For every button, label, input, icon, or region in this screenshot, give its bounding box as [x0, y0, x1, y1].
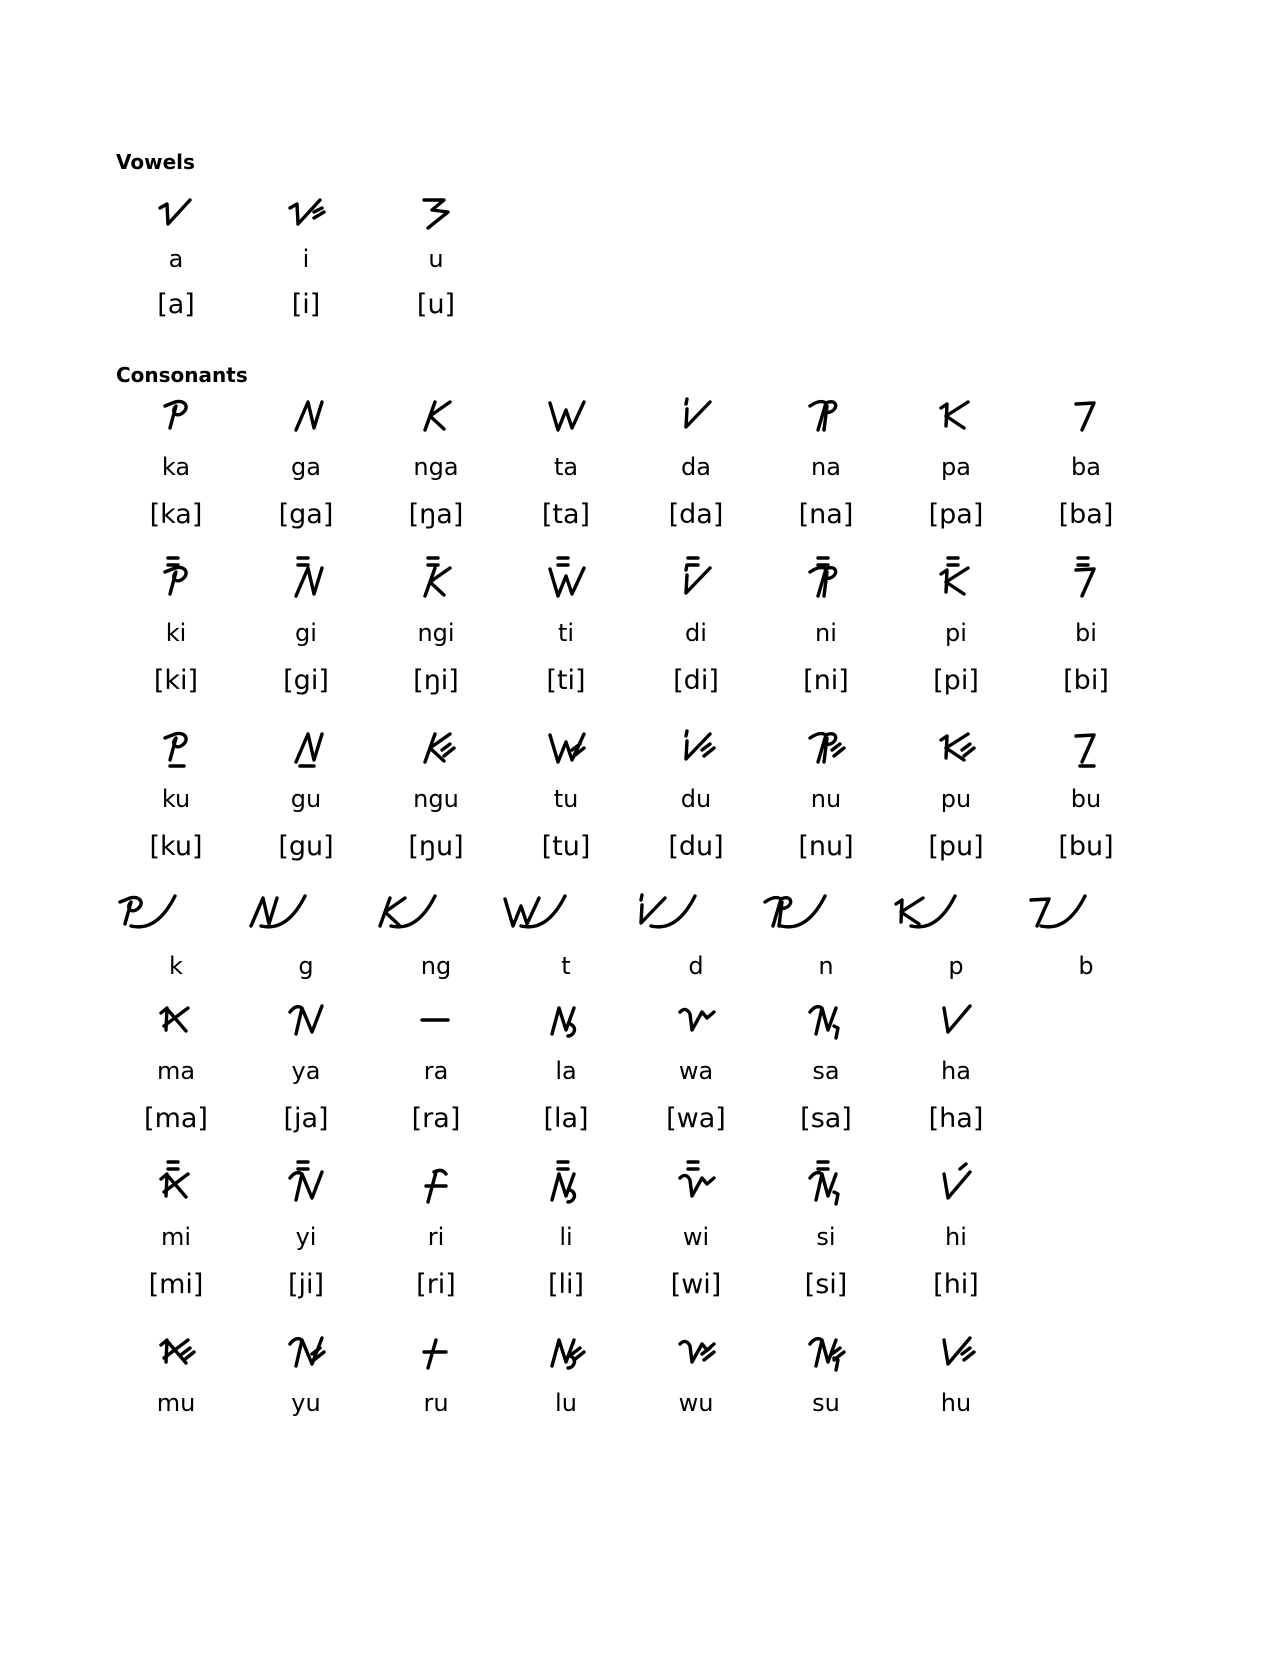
- ipa-label: [di]: [673, 665, 719, 696]
- ipa-label: [sa]: [800, 1103, 852, 1134]
- script-glyph: [1031, 556, 1141, 608]
- ipa-label: [ja]: [283, 1103, 329, 1134]
- romanization-label: bu: [1070, 785, 1102, 813]
- ipa-label: [hi]: [933, 1269, 979, 1300]
- glyph-a: [152, 188, 200, 232]
- ipa-label: [wa]: [666, 1103, 726, 1134]
- glyph-wu: [672, 1326, 720, 1370]
- glyph-li: [542, 1160, 590, 1204]
- romanization-label: t: [561, 952, 571, 980]
- glyph-si: [802, 1160, 850, 1204]
- script-glyph: [901, 556, 1011, 608]
- glyph-ngu: [412, 722, 460, 766]
- romanization-label: ka: [161, 453, 191, 481]
- script-glyph: [251, 994, 361, 1046]
- ipa-label: [du]: [668, 831, 724, 862]
- romanization-label: si: [816, 1223, 836, 1251]
- ipa-label: [ki]: [153, 665, 199, 696]
- glyph-mu: [152, 1326, 200, 1370]
- ipa-label: [na]: [798, 499, 854, 530]
- romanization-label: ngi: [417, 619, 455, 647]
- glyph-gi: [282, 556, 330, 600]
- glyph-ki: [152, 556, 200, 600]
- script-glyph: [251, 556, 361, 608]
- script-glyph: [1031, 888, 1141, 940]
- romanization-label: hu: [940, 1389, 972, 1417]
- script-glyph: [641, 390, 751, 442]
- romanization-label: ri: [427, 1223, 445, 1251]
- glyph-g: [236, 888, 316, 932]
- glyph-su: [802, 1326, 850, 1370]
- glyph-d: [626, 888, 706, 932]
- romanization-label: li: [559, 1223, 573, 1251]
- romanization-label: wu: [678, 1389, 714, 1417]
- romanization-label: bi: [1075, 619, 1097, 647]
- glyph-nu: [802, 722, 850, 766]
- ipa-label: [pu]: [928, 831, 984, 862]
- romanization-label: mi: [160, 1223, 192, 1251]
- glyph-pa: [932, 390, 980, 434]
- romanization-label: da: [681, 453, 711, 481]
- script-glyph: [771, 722, 881, 774]
- romanization-label: di: [685, 619, 707, 647]
- glyph-bu: [1062, 722, 1110, 766]
- glyph-ya: [282, 994, 330, 1038]
- ipa-label: [bu]: [1058, 831, 1114, 862]
- romanization-label: nu: [810, 785, 842, 813]
- script-glyph: [771, 1326, 881, 1378]
- glyph-ng: [366, 888, 446, 932]
- romanization-label: yu: [291, 1389, 321, 1417]
- glyph-ta: [542, 390, 590, 434]
- glyph-t: [496, 888, 576, 932]
- romanization-label: yi: [295, 1223, 317, 1251]
- glyph-ri: [412, 1160, 460, 1204]
- romanization-label: ha: [941, 1057, 971, 1085]
- script-glyph: [121, 994, 231, 1046]
- romanization-label: pu: [940, 785, 972, 813]
- script-glyph: [641, 994, 751, 1046]
- romanization-label: mu: [156, 1389, 196, 1417]
- ipa-label: [ma]: [144, 1103, 208, 1134]
- script-glyph: [381, 994, 491, 1046]
- glyph-ru: [412, 1326, 460, 1370]
- ipa-label: [tu]: [541, 831, 591, 862]
- script-glyph: [901, 1326, 1011, 1378]
- glyph-p: [886, 888, 966, 932]
- romanization-label: u: [428, 245, 444, 273]
- romanization-label: sa: [812, 1057, 840, 1085]
- ipa-label: [wi]: [670, 1269, 722, 1300]
- script-glyph: [381, 1326, 491, 1378]
- glyph-k: [106, 888, 186, 932]
- romanization-label: pi: [945, 619, 967, 647]
- ipa-label: [ri]: [416, 1269, 456, 1300]
- script-glyph: [641, 1326, 751, 1378]
- romanization-label: k: [169, 952, 183, 980]
- script-glyph: [511, 556, 621, 608]
- ipa-label: [la]: [543, 1103, 589, 1134]
- romanization-label: ra: [423, 1057, 449, 1085]
- glyph-wi: [672, 1160, 720, 1204]
- glyph-na: [802, 390, 850, 434]
- script-glyph: [511, 1326, 621, 1378]
- script-glyph: [1031, 722, 1141, 774]
- glyph-tu: [542, 722, 590, 766]
- romanization-label: i: [302, 245, 310, 273]
- ipa-label: [ku]: [149, 831, 203, 862]
- script-glyph: [381, 188, 491, 240]
- glyph-da: [672, 390, 720, 434]
- script-glyph: [901, 888, 1011, 940]
- script-glyph: [121, 390, 231, 442]
- glyph-pi: [932, 556, 980, 600]
- ipa-label: [gu]: [278, 831, 334, 862]
- script-glyph: [771, 390, 881, 442]
- glyph-yu: [282, 1326, 330, 1370]
- glyph-ma: [152, 994, 200, 1038]
- script-glyph: [771, 556, 881, 608]
- script-glyph: [641, 556, 751, 608]
- romanization-label: wi: [682, 1223, 710, 1251]
- romanization-label: d: [688, 952, 704, 980]
- script-glyph: [121, 888, 231, 940]
- glyph-u: [412, 188, 460, 232]
- ipa-label: [ji]: [287, 1269, 325, 1300]
- ipa-label: [da]: [668, 499, 724, 530]
- script-glyph: [511, 722, 621, 774]
- romanization-label: g: [298, 952, 314, 980]
- glyph-yi: [282, 1160, 330, 1204]
- glyph-ngi: [412, 556, 460, 600]
- romanization-label: wa: [678, 1057, 714, 1085]
- script-glyph: [381, 722, 491, 774]
- romanization-label: lu: [555, 1389, 577, 1417]
- glyph-ti: [542, 556, 590, 600]
- glyph-ga: [282, 390, 330, 434]
- glyph-du: [672, 722, 720, 766]
- script-glyph: [641, 888, 751, 940]
- script-glyph: [511, 1160, 621, 1212]
- romanization-label: b: [1078, 952, 1094, 980]
- script-glyph: [381, 1160, 491, 1212]
- script-glyph: [641, 1160, 751, 1212]
- glyph-hu: [932, 1326, 980, 1370]
- script-glyph: [381, 390, 491, 442]
- romanization-label: du: [680, 785, 712, 813]
- romanization-label: gu: [290, 785, 322, 813]
- romanization-label: ni: [815, 619, 837, 647]
- script-glyph: [121, 188, 231, 240]
- script-glyph: [121, 556, 231, 608]
- glyph-ba: [1062, 390, 1110, 434]
- romanization-label: ki: [165, 619, 187, 647]
- glyph-ku: [152, 722, 200, 766]
- glyph-b: [1016, 888, 1096, 932]
- ipa-label: [ka]: [149, 499, 203, 530]
- glyph-lu: [542, 1326, 590, 1370]
- romanization-label: ng: [420, 952, 452, 980]
- glyph-bi: [1062, 556, 1110, 600]
- ipa-label: [mi]: [148, 1269, 204, 1300]
- romanization-label: n: [818, 952, 834, 980]
- romanization-label: su: [812, 1389, 840, 1417]
- script-glyph: [901, 1160, 1011, 1212]
- romanization-label: ma: [156, 1057, 196, 1085]
- script-glyph: [771, 994, 881, 1046]
- ipa-label: [si]: [804, 1269, 848, 1300]
- glyph-nga: [412, 390, 460, 434]
- script-glyph: [251, 1160, 361, 1212]
- romanization-label: ngu: [413, 785, 459, 813]
- ipa-label: [ni]: [803, 665, 849, 696]
- script-glyph: [771, 1160, 881, 1212]
- romanization-label: ta: [553, 453, 579, 481]
- glyph-i: [282, 188, 330, 232]
- ipa-label: [gi]: [283, 665, 329, 696]
- script-glyph: [511, 888, 621, 940]
- glyph-ra: [412, 994, 460, 1038]
- script-glyph: [251, 722, 361, 774]
- glyph-gu: [282, 722, 330, 766]
- ipa-label: [ha]: [928, 1103, 984, 1134]
- script-glyph: [121, 1160, 231, 1212]
- glyph-wa: [672, 994, 720, 1038]
- ipa-label: [nu]: [798, 831, 854, 862]
- ipa-label: [bi]: [1063, 665, 1109, 696]
- script-glyph: [251, 1326, 361, 1378]
- glyph-ka: [152, 390, 200, 434]
- script-glyph: [511, 390, 621, 442]
- ipa-label: [a]: [157, 289, 195, 320]
- romanization-label: hi: [945, 1223, 967, 1251]
- glyph-mi: [152, 1160, 200, 1204]
- script-glyph: [901, 722, 1011, 774]
- romanization-label: p: [948, 952, 964, 980]
- script-glyph: [641, 722, 751, 774]
- glyph-di: [672, 556, 720, 600]
- ipa-label: [ba]: [1058, 499, 1114, 530]
- ipa-label: [pa]: [928, 499, 984, 530]
- script-glyph: [901, 390, 1011, 442]
- romanization-label: ba: [1071, 453, 1101, 481]
- ipa-label: [ta]: [541, 499, 591, 530]
- ipa-label: [ŋa]: [408, 499, 464, 530]
- glyph-ha: [932, 994, 980, 1038]
- glyph-sa: [802, 994, 850, 1038]
- ipa-label: [u]: [416, 289, 456, 320]
- ipa-label: [ŋi]: [413, 665, 459, 696]
- script-glyph: [511, 994, 621, 1046]
- romanization-label: ku: [161, 785, 191, 813]
- romanization-label: tu: [553, 785, 579, 813]
- ipa-label: [pi]: [933, 665, 979, 696]
- ipa-label: [ŋu]: [408, 831, 464, 862]
- script-glyph: [251, 188, 361, 240]
- romanization-label: la: [555, 1057, 577, 1085]
- glyph-la: [542, 994, 590, 1038]
- ipa-label: [ti]: [546, 665, 586, 696]
- romanization-label: ti: [557, 619, 575, 647]
- romanization-label: nga: [413, 453, 459, 481]
- script-glyph: [251, 888, 361, 940]
- romanization-label: a: [168, 245, 184, 273]
- script-glyph: [381, 888, 491, 940]
- romanization-label: gi: [295, 619, 317, 647]
- script-glyph: [1031, 390, 1141, 442]
- ipa-label: [li]: [547, 1269, 585, 1300]
- glyph-n: [756, 888, 836, 932]
- ipa-label: [ra]: [411, 1103, 461, 1134]
- vowels-heading: Vowels: [116, 150, 195, 174]
- script-glyph: [251, 390, 361, 442]
- romanization-label: ya: [291, 1057, 321, 1085]
- script-glyph: [121, 722, 231, 774]
- romanization-label: ga: [291, 453, 321, 481]
- glyph-ni: [802, 556, 850, 600]
- romanization-label: ru: [423, 1389, 449, 1417]
- script-glyph: [901, 994, 1011, 1046]
- script-glyph: [121, 1326, 231, 1378]
- ipa-label: [ga]: [278, 499, 334, 530]
- romanization-label: pa: [941, 453, 971, 481]
- glyph-hi: [932, 1160, 980, 1204]
- consonants-heading: Consonants: [116, 363, 248, 387]
- script-glyph: [771, 888, 881, 940]
- ipa-label: [i]: [291, 289, 321, 320]
- script-glyph: [381, 556, 491, 608]
- glyph-pu: [932, 722, 980, 766]
- romanization-label: na: [811, 453, 841, 481]
